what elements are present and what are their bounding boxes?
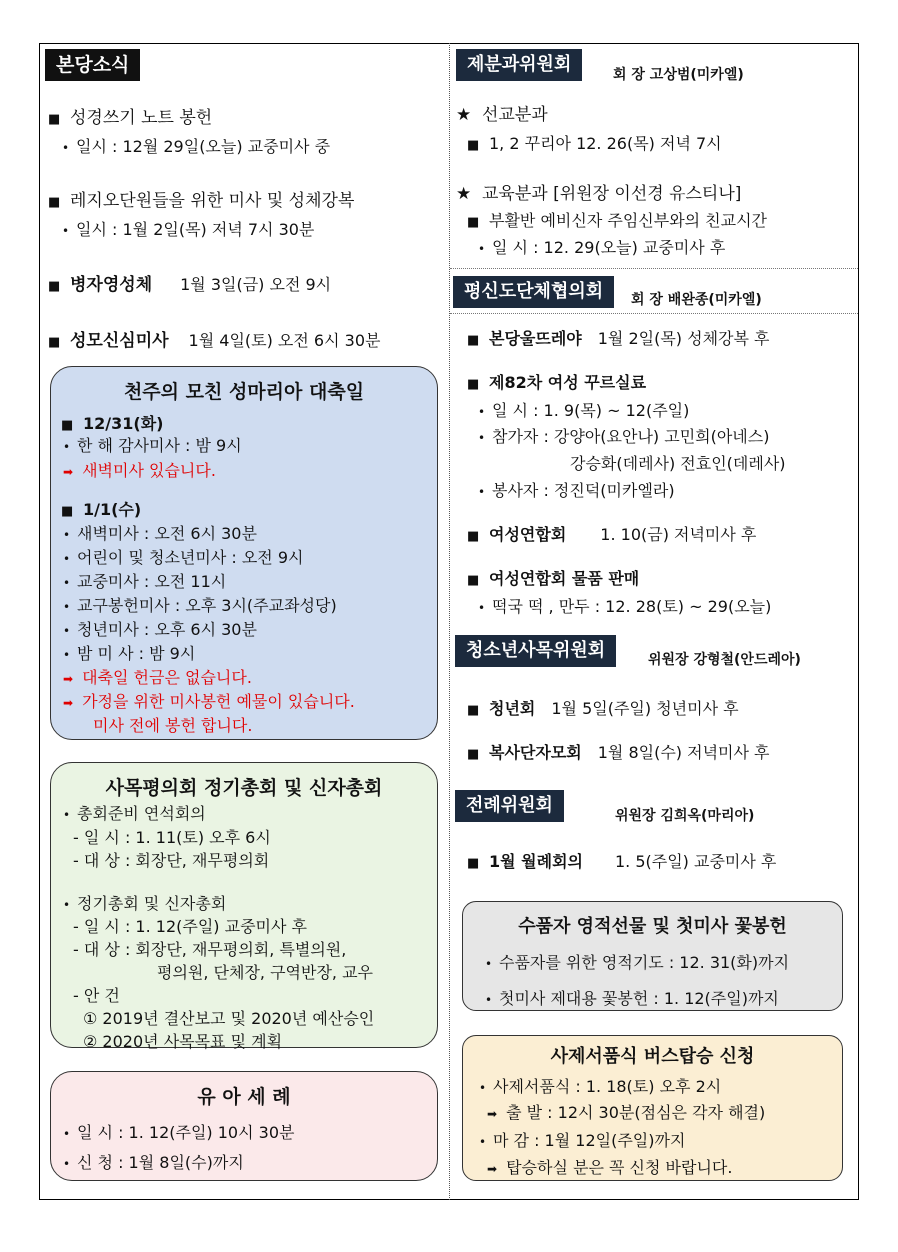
leader-name: 위원장 김희옥(마리아) [615, 808, 755, 824]
dot-bullet-icon: • [63, 576, 71, 590]
square-bullet-icon: ■ [467, 747, 480, 762]
main-news-header: 본당소식 [45, 49, 140, 81]
dot-bullet-icon: • [485, 993, 493, 1007]
dot-bullet-icon: • [479, 1135, 487, 1149]
square-bullet-icon: ■ [61, 418, 74, 433]
dot-bullet-icon: • [63, 624, 71, 638]
mary-feast-box: 천주의 모친 성마리아 대축일 ■ 12/31(화) • 한 해 감사미사 : 밤 9시 ➡ 새벽미사 있습니다. ■ 1/1(수) • 새벽미사 : 오전 6시 30분 • 어린이 및 청소년미사 : 오전 9시 • 교중미사 : 오전 11시 • 교구봉헌미사 : 오후 3시(주교좌성당) • 청년미사 : 오후 6시 30분 • 밤 미 사 : 밤 9시 ➡ 대축일 헌금은 없습니다. ➡ 가정을 위한 미사봉헌 예물이 있습니다. 미사 전에 봉헌 합니다. [50, 366, 438, 740]
news-item-sub: • 일시 : 1월 2일(목) 저녁 7시 30분 [62, 220, 315, 239]
leader-name: 회 장 배완종(미카엘) [631, 292, 762, 308]
committee-header: 전례위원회 [455, 790, 564, 822]
square-bullet-icon: ■ [467, 529, 480, 544]
dot-bullet-icon: • [63, 552, 71, 566]
leader-name: 회 장 고상범(미카엘) [613, 67, 744, 83]
square-bullet-icon: ■ [467, 333, 480, 348]
square-bullet-icon: ■ [467, 215, 480, 230]
square-bullet-icon: ■ [467, 856, 480, 871]
leader-name: 위원장 강형철(안드레아) [648, 652, 801, 668]
star-icon: ★ [456, 105, 472, 125]
square-bullet-icon: ■ [48, 279, 61, 294]
dot-bullet-icon: • [63, 528, 71, 542]
date-heading: 12/31(화) [83, 414, 164, 433]
square-bullet-icon: ■ [48, 112, 61, 127]
dot-bullet-icon: • [485, 957, 493, 971]
date-heading: 1/1(수) [83, 500, 142, 519]
square-bullet-icon: ■ [467, 138, 480, 153]
section-divider [450, 313, 858, 314]
news-item-sub: • 일시 : 12월 29일(오늘) 교중미사 중 [62, 137, 331, 156]
box-title: 사목평의회 정기총회 및 신자총회 [105, 777, 383, 799]
dot-bullet-icon: • [478, 601, 486, 615]
pastoral-council-box: 사목평의회 정기총회 및 신자총회 • 총회준비 연석회의 - 일 시 : 1. 11(토) 오후 6시 - 대 상 : 회장단, 재무평의회 • 정기총회 및 신자총회 - 일 시 : 1. 12(주일) 교중미사 후 - 대 상 : 회장단, 재무평의회, 특별의원, 평의원, 단체장, 구역반장, 교우 - 안 건 ① 2019년 결산보고 및 2020년 예산승인 ② 2020년 사목목표 및 계획 [50, 762, 438, 1048]
dot-bullet-icon: • [478, 431, 486, 445]
dot-bullet-icon: • [478, 242, 486, 256]
dot-bullet-icon: • [63, 808, 71, 822]
square-bullet-icon: ■ [48, 335, 61, 350]
dot-bullet-icon: • [62, 141, 70, 155]
square-bullet-icon: ■ [61, 504, 74, 519]
news-item: ■ 성경쓰기 노트 봉헌 [48, 108, 213, 128]
box-title: 유 아 세 례 [197, 1086, 291, 1108]
box-title: 천주의 모친 성마리아 대축일 [123, 381, 365, 403]
arrow-right-icon: ➡ [63, 672, 74, 686]
square-bullet-icon: ■ [48, 195, 61, 210]
dot-bullet-icon: • [62, 224, 70, 238]
arrow-right-icon: ➡ [63, 465, 74, 479]
dot-bullet-icon: • [63, 1157, 71, 1171]
committee-header: 평신도단체협의회 [453, 276, 614, 308]
dot-bullet-icon: • [63, 440, 71, 454]
star-icon: ★ [456, 184, 472, 204]
dot-bullet-icon: • [63, 648, 71, 662]
news-item: ■ 레지오단원들을 위한 미사 및 성체강복 [48, 191, 355, 211]
column-divider [449, 43, 450, 1200]
box-title: 수품자 영적선물 및 첫미사 꽃봉헌 [518, 916, 787, 937]
dot-bullet-icon: • [63, 1127, 71, 1141]
news-item: ■ 성모신심미사 1월 4일(토) 오전 6시 30분 [48, 331, 381, 351]
box-title: 사제서품식 버스탑승 신청 [550, 1046, 755, 1067]
arrow-right-icon: ➡ [487, 1162, 498, 1176]
arrow-right-icon: ➡ [63, 696, 74, 710]
ordination-gift-box: 수품자 영적선물 및 첫미사 꽃봉헌 • 수품자를 위한 영적기도 : 12. 31(화)까지 • 첫미사 제대용 꽃봉헌 : 1. 12(주일)까지 [462, 901, 843, 1011]
committee-header: 청소년사목위원회 [455, 635, 616, 667]
dot-bullet-icon: • [63, 600, 71, 614]
committee-header: 제분과위원회 [456, 49, 582, 81]
infant-baptism-box: 유 아 세 례 • 일 시 : 1. 12(주일) 10시 30분 • 신 청 : 1월 8일(수)까지 [50, 1071, 438, 1181]
square-bullet-icon: ■ [467, 377, 480, 392]
square-bullet-icon: ■ [467, 573, 480, 588]
arrow-right-icon: ➡ [487, 1107, 498, 1121]
dot-bullet-icon: • [63, 898, 71, 912]
dot-bullet-icon: • [478, 485, 486, 499]
dot-bullet-icon: • [479, 1081, 487, 1095]
square-bullet-icon: ■ [467, 703, 480, 718]
bus-signup-box: 사제서품식 버스탑승 신청 • 사제서품식 : 1. 18(토) 오후 2시 ➡ 출 발 : 12시 30분(점심은 각자 해결) • 마 감 : 1월 12일(주일)까지 ➡ 탑승하실 분은 꼭 신청 바랍니다. [462, 1035, 843, 1181]
news-item: ■ 병자영성체 1월 3일(금) 오전 9시 [48, 275, 332, 295]
dot-bullet-icon: • [478, 405, 486, 419]
section-divider [450, 268, 858, 269]
